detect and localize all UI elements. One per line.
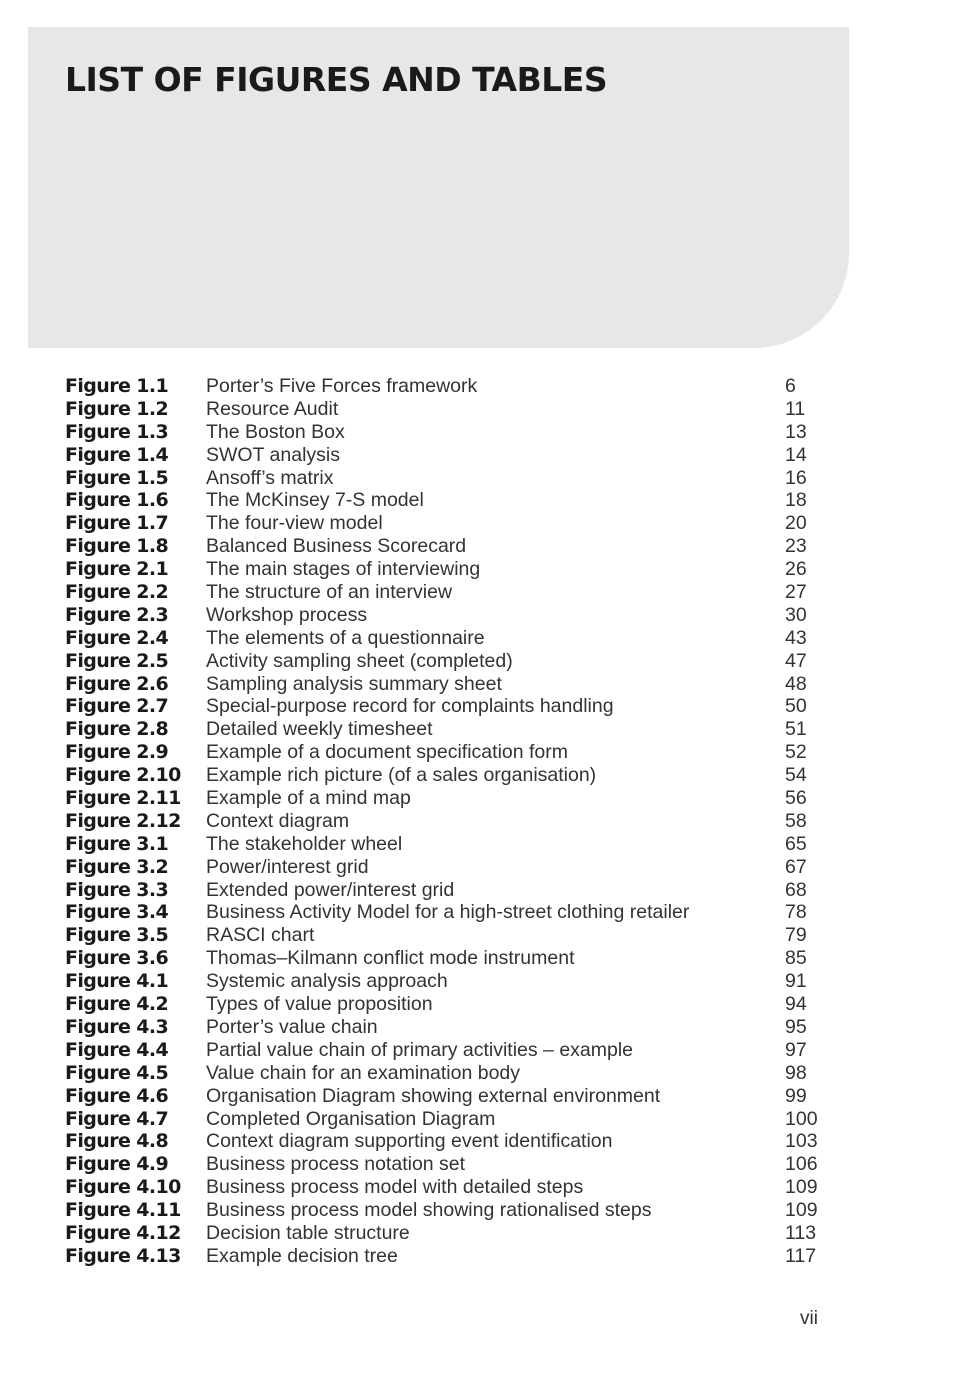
figure-title: Partial value chain of primary activities – example bbox=[206, 1038, 634, 1061]
figure-title: Example decision tree bbox=[206, 1244, 398, 1267]
figure-page-number: 78 bbox=[785, 901, 807, 924]
list-item[interactable] bbox=[65, 398, 825, 421]
list-item[interactable] bbox=[65, 695, 825, 718]
figure-page-number: 13 bbox=[785, 420, 807, 443]
figure-label: Figure 4.12 bbox=[65, 1221, 181, 1244]
figure-label: Figure 4.6 bbox=[65, 1084, 169, 1107]
figure-title: The main stages of interviewing bbox=[206, 558, 481, 581]
figure-title: Thomas–Kilmann conflict mode instrument bbox=[206, 947, 575, 970]
list-item[interactable] bbox=[65, 1130, 825, 1153]
figure-page-number: 30 bbox=[785, 603, 807, 626]
figure-page-number: 106 bbox=[785, 1153, 818, 1176]
figure-page-number: 97 bbox=[785, 1038, 807, 1061]
figure-page-number: 16 bbox=[785, 466, 807, 489]
list-item[interactable] bbox=[65, 627, 825, 650]
figure-label: Figure 2.6 bbox=[65, 672, 169, 695]
figure-list bbox=[65, 375, 825, 1268]
figure-label: Figure 2.3 bbox=[65, 603, 169, 626]
figure-page-number: 113 bbox=[785, 1221, 817, 1244]
list-item[interactable] bbox=[65, 1039, 825, 1062]
figure-page-number: 85 bbox=[785, 947, 807, 970]
figure-title: Completed Organisation Diagram bbox=[206, 1107, 496, 1130]
figure-page-number: 100 bbox=[785, 1107, 818, 1130]
figure-title: Business process model with detailed steps bbox=[206, 1176, 584, 1199]
figure-page-number: 18 bbox=[785, 489, 807, 512]
list-item[interactable] bbox=[65, 535, 825, 558]
figure-page-number: 117 bbox=[785, 1244, 817, 1267]
figure-label: Figure 2.4 bbox=[65, 626, 169, 649]
figure-title: RASCI chart bbox=[206, 924, 315, 947]
figure-title: Workshop process bbox=[206, 603, 368, 626]
figure-label: Figure 4.13 bbox=[65, 1244, 181, 1267]
list-item[interactable] bbox=[65, 879, 825, 902]
list-item[interactable] bbox=[65, 1153, 825, 1176]
list-item[interactable] bbox=[65, 1222, 825, 1245]
figure-title: The stakeholder wheel bbox=[206, 832, 403, 855]
figure-title: Power/interest grid bbox=[206, 855, 369, 878]
figure-title: The four-view model bbox=[206, 512, 383, 535]
figure-page-number: 47 bbox=[785, 649, 807, 672]
figure-label: Figure 1.6 bbox=[65, 489, 169, 512]
figure-label: Figure 1.3 bbox=[65, 420, 169, 443]
figure-label: Figure 4.2 bbox=[65, 993, 169, 1016]
figure-label: Figure 3.3 bbox=[65, 878, 169, 901]
figure-label: Figure 2.7 bbox=[65, 695, 169, 718]
list-item[interactable] bbox=[65, 924, 825, 947]
figure-page-number: 67 bbox=[785, 855, 807, 878]
figure-label: Figure 2.12 bbox=[65, 809, 181, 832]
figure-label: Figure 4.9 bbox=[65, 1153, 169, 1176]
figure-page-number: 11 bbox=[785, 397, 806, 420]
figure-page-number: 14 bbox=[785, 443, 807, 466]
figure-label: Figure 4.4 bbox=[65, 1038, 169, 1061]
figure-title: Business process model showing rationalised steps bbox=[206, 1199, 652, 1222]
figure-label: Figure 4.1 bbox=[65, 970, 169, 993]
figure-page-number: 95 bbox=[785, 1015, 807, 1038]
figure-title: Extended power/interest grid bbox=[206, 878, 455, 901]
list-item[interactable] bbox=[65, 375, 825, 398]
figure-label: Figure 2.10 bbox=[65, 764, 181, 787]
figure-title: The structure of an interview bbox=[206, 581, 453, 604]
figure-title: Decision table structure bbox=[206, 1221, 410, 1244]
list-item[interactable] bbox=[65, 787, 825, 810]
figure-label: Figure 3.6 bbox=[65, 947, 169, 970]
figure-label: Figure 2.2 bbox=[65, 581, 169, 604]
figure-page-number: 51 bbox=[785, 718, 807, 741]
figure-title: Ansoff’s matrix bbox=[206, 466, 334, 489]
figure-page-number: 43 bbox=[785, 626, 807, 649]
list-item[interactable] bbox=[65, 604, 825, 627]
figure-page-number: 20 bbox=[785, 512, 807, 535]
figure-title: Balanced Business Scorecard bbox=[206, 535, 467, 558]
figure-label: Figure 4.10 bbox=[65, 1176, 181, 1199]
figure-title: Example rich picture (of a sales organisation) bbox=[206, 764, 597, 787]
figure-label: Figure 2.5 bbox=[65, 649, 169, 672]
figure-label: Figure 1.4 bbox=[65, 443, 169, 466]
figure-page-number: 68 bbox=[785, 878, 807, 901]
figure-page-number: 50 bbox=[785, 695, 807, 718]
figure-title: Example of a mind map bbox=[206, 787, 411, 810]
figure-label: Figure 2.8 bbox=[65, 718, 169, 741]
figure-page-number: 54 bbox=[785, 764, 807, 787]
figure-page-number: 65 bbox=[785, 832, 807, 855]
list-item[interactable] bbox=[65, 1199, 825, 1222]
list-item[interactable] bbox=[65, 650, 825, 673]
figure-title: Context diagram supporting event identification bbox=[206, 1130, 613, 1153]
figure-label: Figure 1.8 bbox=[65, 535, 169, 558]
figure-page-number: 26 bbox=[785, 558, 807, 581]
figure-title: SWOT analysis bbox=[206, 443, 341, 466]
figure-label: Figure 4.7 bbox=[65, 1107, 169, 1130]
figure-title: Systemic analysis approach bbox=[206, 970, 448, 993]
list-item[interactable] bbox=[65, 833, 825, 856]
list-item[interactable] bbox=[65, 421, 825, 444]
list-item[interactable] bbox=[65, 993, 825, 1016]
figure-page-number: 109 bbox=[785, 1176, 818, 1199]
list-item[interactable] bbox=[65, 467, 825, 490]
figure-label: Figure 4.3 bbox=[65, 1015, 169, 1038]
figure-title: Porter’s Five Forces framework bbox=[206, 375, 478, 397]
list-item[interactable] bbox=[65, 764, 825, 787]
figure-page-number: 94 bbox=[785, 993, 807, 1016]
list-item[interactable] bbox=[65, 444, 825, 467]
list-item[interactable] bbox=[65, 1108, 825, 1131]
figure-title: The Boston Box bbox=[206, 420, 345, 443]
list-item[interactable] bbox=[65, 512, 825, 535]
figure-page-number: 58 bbox=[785, 809, 807, 832]
list-item[interactable] bbox=[65, 489, 825, 512]
figure-label: Figure 3.2 bbox=[65, 855, 169, 878]
figure-page-number: 91 bbox=[785, 970, 807, 993]
figure-page-number: 103 bbox=[785, 1130, 818, 1153]
figure-title: Porter’s value chain bbox=[206, 1015, 378, 1038]
list-item[interactable] bbox=[65, 741, 825, 764]
figure-page-number: 48 bbox=[785, 672, 807, 695]
figure-title: Resource Audit bbox=[206, 397, 339, 420]
list-item[interactable] bbox=[65, 1062, 825, 1085]
figure-page-number: 27 bbox=[785, 581, 807, 604]
figure-label: Figure 3.4 bbox=[65, 901, 169, 924]
figure-title: Activity sampling sheet (completed) bbox=[206, 649, 513, 672]
figure-label: Figure 2.9 bbox=[65, 741, 169, 764]
figure-title: Business process notation set bbox=[206, 1153, 466, 1176]
list-item[interactable] bbox=[65, 901, 825, 924]
list-item[interactable] bbox=[65, 1016, 825, 1039]
figure-title: Example of a document specification form bbox=[206, 741, 569, 764]
figure-title: Types of value proposition bbox=[206, 993, 433, 1016]
list-item[interactable] bbox=[65, 810, 825, 833]
figure-page-number: 98 bbox=[785, 1061, 807, 1084]
figure-page-number: 109 bbox=[785, 1199, 818, 1222]
figure-title: Context diagram bbox=[206, 809, 350, 832]
list-item[interactable] bbox=[65, 581, 825, 604]
figure-page-number: 79 bbox=[785, 924, 807, 947]
figure-label: Figure 4.5 bbox=[65, 1061, 169, 1084]
list-item[interactable] bbox=[65, 1176, 825, 1199]
figure-label: Figure 1.5 bbox=[65, 466, 169, 489]
page-title: LIST OF FIGURES AND TABLES bbox=[65, 60, 608, 99]
figure-title: Sampling analysis summary sheet bbox=[206, 672, 502, 695]
figure-title: Special-purpose record for complaints handling bbox=[206, 695, 614, 718]
list-item[interactable] bbox=[65, 856, 825, 879]
figure-label: Figure 1.2 bbox=[65, 397, 169, 420]
figure-label: Figure 2.11 bbox=[65, 787, 181, 810]
figure-title: Detailed weekly timesheet bbox=[206, 718, 433, 741]
figure-page-number: 23 bbox=[785, 535, 807, 558]
figure-title: Organisation Diagram showing external environment bbox=[206, 1084, 661, 1107]
list-item[interactable] bbox=[65, 558, 825, 581]
figure-page-number: 56 bbox=[785, 787, 807, 810]
list-item[interactable] bbox=[65, 1245, 825, 1268]
figure-label: Figure 3.5 bbox=[65, 924, 169, 947]
figure-label: Figure 4.11 bbox=[65, 1199, 181, 1222]
figure-title: Value chain for an examination body bbox=[206, 1061, 521, 1084]
figure-page-number: 6 bbox=[785, 375, 796, 397]
figure-label: Figure 4.8 bbox=[65, 1130, 169, 1153]
figure-label: Figure 2.1 bbox=[65, 558, 169, 581]
list-item[interactable] bbox=[65, 970, 825, 993]
list-item[interactable] bbox=[65, 718, 825, 741]
figure-title: The elements of a questionnaire bbox=[206, 626, 485, 649]
page-number: vii bbox=[800, 1308, 818, 1329]
figure-page-number: 99 bbox=[785, 1084, 807, 1107]
list-item[interactable] bbox=[65, 947, 825, 970]
list-item[interactable] bbox=[65, 1085, 825, 1108]
figure-title: The McKinsey 7-S model bbox=[206, 489, 424, 512]
figure-title: Business Activity Model for a high-street clothing retailer bbox=[206, 901, 690, 924]
figure-label: Figure 1.1 bbox=[65, 375, 169, 397]
figure-label: Figure 3.1 bbox=[65, 832, 169, 855]
figure-page-number: 52 bbox=[785, 741, 807, 764]
list-item[interactable] bbox=[65, 673, 825, 696]
figure-label: Figure 1.7 bbox=[65, 512, 169, 535]
